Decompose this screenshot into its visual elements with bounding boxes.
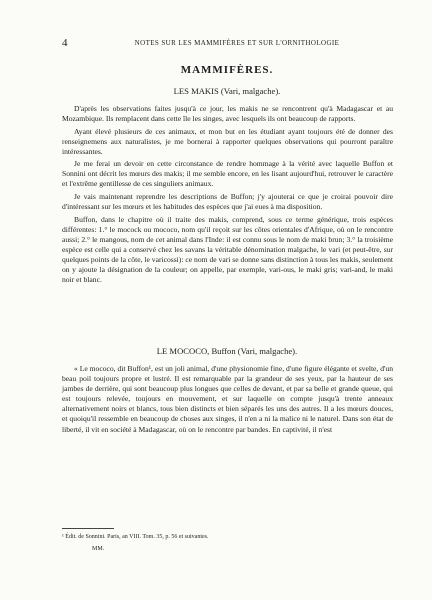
section-heading-makis: LES MAKIS (Vari, malgache). [173, 86, 281, 96]
paragraph: Je me ferai un devoir en cette circonstance de rendre hommage à la vérité avec laquelle Buffon et Sonnini ont décrit les mœurs des makis; il me semble encore, en les lisant aujourd'hui, retrouver le caractère et l'extrême gentillesse de ces singuliers animaux. [62, 159, 393, 189]
page-header [62, 37, 392, 49]
chapter-title: MAMMIFÈRES. [180, 64, 274, 76]
section-body-mococo [62, 364, 393, 437]
paragraph: D'après les observations faites jusqu'à ce jour, les makis ne se rencontrent qu'à Madagascar et au Mozambique. Ils remplacent dans cette île les singes, avec lesquels ils ont beaucoup de rapports. [62, 104, 393, 124]
paragraph: Je vais maintenant reprendre les descriptions de Buffon; j'y ajouterai ce que je croirai pouvoir dire d'intéressant sur les mœurs et les habitudes des espèces que j'ai eues à ma disposition. [62, 191, 393, 212]
page-number: 4 [62, 37, 68, 49]
section-body-makis [62, 104, 393, 288]
running-title: NOTES SUR LES MAMMIFÈRES ET SUR L'ORNITHOLOGIE [134, 39, 340, 47]
paragraph: « Le mococo, dit Buffon¹, est un joli animal, d'une physionomie fine, d'une figure élégante et svelte, d'un beau poil toujours propre et lustré. Il est remarquable par la grandeur de ses yeux, par la hauteur de ses jambes de derrière, qui sont beaucoup plus longues que celles de devant, et par sa belle et grande queue, qui est toujours relevée, toujours en mouvement, et sur laquelle on compte jusqu'à trente anneaux alternativement noirs et blancs, tous bien distincts et bien séparés les uns des autres. Il a les mœurs douces, et quoiqu'il ressemble en beaucoup de choses aux singes, il n'en a ni la malice ni le naturel. Dans son état de liberté, il vit en société à Madagascar, où on le rencontre par bandes. En captivité, il n'est [62, 364, 393, 434]
paragraph: Buffon, dans le chapitre où il traite des makis, comprend, sous ce terme générique, trois espèces différentes: 1.° le mocock ou mococo, nom qu'il reçoit sur les côtes orientales d'Afrique, où on le rencontre aussi; 2.° le mangous, nom de cet animal dans l'Inde: il est connu sous le nom de maki brun; 3.° la troisième espèce est celle qui a conservé chez les savans la véritable dénomination malgache, le vari (et peut-être, sur quelques points de la côte, le varicossi): ce nom de vari se donne sans distinction à tous les makis, seulement on y ajoute la désignation de la couleur; on appelle, par exemple, vari-ous, le maki gris; vari-and, le maki noir et blanc. [62, 214, 393, 285]
paragraph: Ayant élevé plusieurs de ces animaux, et mon but en les étudiant ayant toujours été de donner des renseignemens aux naturalistes, je me bornerai à rapporter quelques observations qui pourront paraître intéressantes. [62, 126, 393, 156]
signature: MM. [92, 546, 105, 552]
section-heading-mococo: LE MOCOCO, Buffon (Vari, malgache). [156, 346, 298, 356]
footnote-divider [62, 528, 114, 529]
footnote: ¹ Édit. de Sonnini. Paris, an VIII. Tom. 35, p. 56 et suivantes. [62, 534, 209, 540]
